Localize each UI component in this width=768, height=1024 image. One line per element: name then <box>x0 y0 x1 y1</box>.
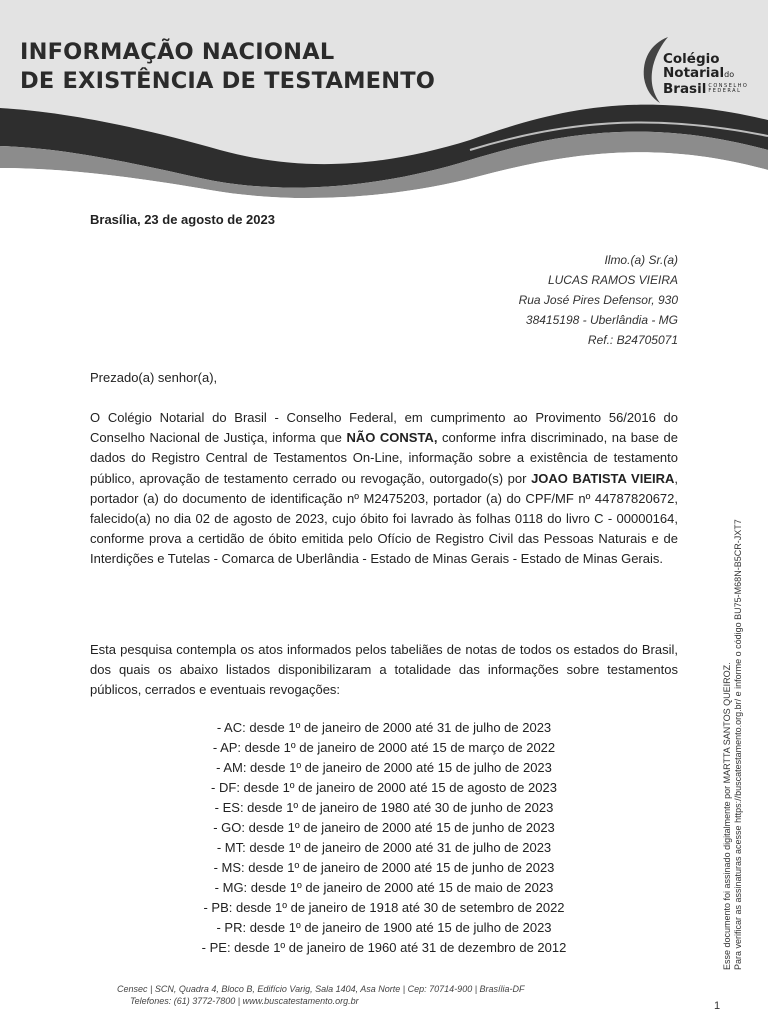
document-title-line-2: DE EXISTÊNCIA DE TESTAMENTO <box>20 68 436 94</box>
paragraph-1-part-3: , portador (a) do documento de identificação nº M2475203, portador (a) do CPF/MF nº 44787820672, falecido(a) no dia 02 de agosto de 2023, cujo óbito foi lavrado às folhas 0118 do livro C - 00000164, conforme prova a certidão de óbito emitida pelo Ofício de Registro Civil das Pessoas Naturais e de Interdições e Tutelas - Comarca de Uberlândia - Estado de Minas Gerais - Estado de Minas Gerais. <box>90 470 679 567</box>
list-item: - AM: desde 1º de janeiro de 2000 até 15 de julho de 2023 <box>216 760 552 775</box>
states-coverage-list <box>90 718 678 958</box>
logo-federal-word: FEDERAL <box>708 88 742 94</box>
colegio-notarial-logo <box>640 34 750 106</box>
logo-line-colegio: Colégio <box>663 51 720 67</box>
page-footer <box>80 983 640 1007</box>
testator-name: JOAO BATISTA VIEIRA <box>531 470 675 486</box>
logo-line-notarial <box>663 66 748 82</box>
recipient-city: 38415198 - Uberlândia - MG <box>525 313 678 327</box>
document-title-line-1: INFORMAÇÃO NACIONAL <box>20 39 335 65</box>
recipient-block <box>278 250 678 350</box>
nao-consta-emphasis: NÃO CONSTA, <box>346 430 438 446</box>
list-item: - ES: desde 1º de janeiro de 1980 até 30 de junho de 2023 <box>214 800 554 815</box>
letter-salutation: Prezado(a) senhor(a), <box>90 370 218 385</box>
body-paragraph-1 <box>90 408 678 570</box>
logo-notarial-word: Notarial <box>663 65 725 81</box>
logo-conselho-federal <box>708 84 748 95</box>
list-item: - GO: desde 1º de janeiro de 2000 até 15 de junho de 2023 <box>213 820 555 835</box>
list-item: - AP: desde 1º de janeiro de 2000 até 15 de março de 2022 <box>212 740 556 755</box>
paragraph-1-part-1: O Colégio Notarial do Brasil - Conselho Federal, em cumprimento ao Provimento 56/2016 do Conselho Nacional de Justiça, informa que <box>90 410 678 446</box>
footer-address: Censec | SCN, Quadra 4, Bloco B, Edifício Varig, Sala 1404, Asa Norte | Cep: 70714-900 | Brasília-DF <box>117 984 525 994</box>
signature-note-line-1: Esse documento foi assinado digitalmente por MARTTA SANTOS QUEIROZ. <box>722 662 732 970</box>
logo-line-brasil <box>663 82 748 96</box>
recipient-reference: Ref.: B24705071 <box>587 333 678 347</box>
body-paragraph-2: Esta pesquisa contempla os atos informados pelos tabeliães de notas de todos os estados do Brasil, dos quais os abaixo listados disponibilizaram a totalidade das informações sobre testamentos públicos, cerrados e eventuais revogações: <box>90 642 678 698</box>
list-item: - PE: desde 1º de janeiro de 1960 até 31 de dezembro de 2012 <box>201 940 567 955</box>
logo-brasil-word: Brasil <box>663 81 707 97</box>
document-title <box>20 38 435 96</box>
letter-date: Brasília, 23 de agosto de 2023 <box>90 212 275 227</box>
signature-note-line-2: Para verificar as assinaturas acesse https://buscatestamento.org.br/ e informe o código BU75-M68N-B5CR-JXT7 <box>733 519 743 970</box>
logo-conselho-word: CONSELHO <box>708 82 749 89</box>
list-item: - MS: desde 1º de janeiro de 2000 até 15 de junho de 2023 <box>213 860 555 875</box>
list-item: - AC: desde 1º de janeiro de 2000 até 31 de julho de 2023 <box>216 720 552 735</box>
recipient-street: Rua José Pires Defensor, 930 <box>518 293 678 307</box>
page-number: 1 <box>714 1000 721 1012</box>
list-item: - PR: desde 1º de janeiro de 1900 até 15 de julho de 2023 <box>216 920 552 935</box>
logo-do-word: do <box>724 70 735 79</box>
footer-contact: Telefones: (61) 3772-7800 | www.buscatestamento.org.br <box>130 996 359 1006</box>
list-item: - PB: desde 1º de janeiro de 1918 até 30 de setembro de 2022 <box>203 900 565 915</box>
logo-wordmark <box>663 52 748 96</box>
list-item: - DF: desde 1º de janeiro de 2000 até 15 de agosto de 2023 <box>211 780 557 795</box>
paragraph-1-part-2: conforme infra discriminado, na base de dados do Registro Central de Testamentos On-Line, informação sobre a existência de testamento público, aprovação de testamento cerrado ou revogação, outorgado(s) por <box>90 430 678 486</box>
list-item: - MG: desde 1º de janeiro de 2000 até 15 de maio de 2023 <box>214 880 554 895</box>
list-item: - MT: desde 1º de janeiro de 2000 até 31 de julho de 2023 <box>216 840 552 855</box>
digital-signature-note <box>722 490 744 970</box>
recipient-name: LUCAS RAMOS VIEIRA <box>547 273 678 287</box>
recipient-salutation-line: Ilmo.(a) Sr.(a) <box>604 253 678 267</box>
